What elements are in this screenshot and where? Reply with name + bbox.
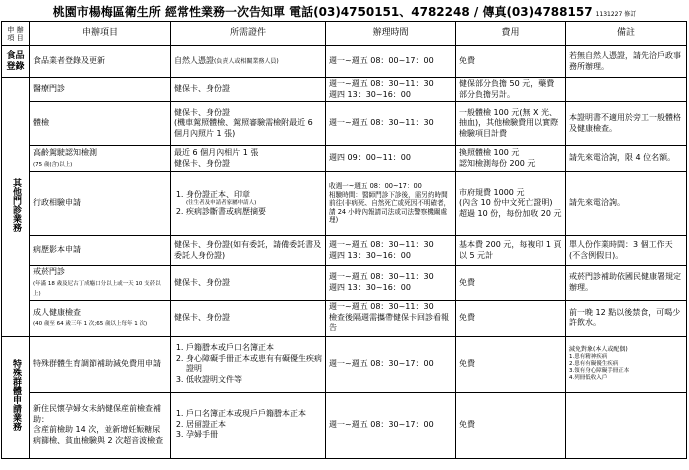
table-row xyxy=(2,392,687,458)
row-item-sub: (75 歲(含)以上) xyxy=(33,161,73,168)
header-row xyxy=(2,22,687,46)
row-time: 週一~週五 08：00~17：00 xyxy=(326,46,456,78)
row-item: 醫療門診 xyxy=(30,78,171,102)
row-note: 若無自然人憑證，請先洽戶政事務所辦理。 xyxy=(566,46,687,78)
service-table xyxy=(1,21,687,459)
row-fee: 健保部分負擔 50 元，藥費部分負擔另計。 xyxy=(456,78,566,102)
row-docs: 健保卡、身份證(如有委託，請備委託書及委託人身份證) xyxy=(171,236,326,266)
table-row xyxy=(2,236,687,266)
category-special xyxy=(2,336,30,458)
row-docs xyxy=(171,336,326,392)
row-item: 體檢 xyxy=(30,102,171,146)
row-docs: 健保卡、身份證 xyxy=(171,266,326,301)
row-note xyxy=(566,78,687,102)
row-note: 請先來電洽詢。 xyxy=(566,172,687,236)
row-item: 行政相驗申請 xyxy=(30,172,171,236)
row-time: 週一~週五 08：30~17：00 xyxy=(326,392,456,458)
title-text: 桃園市楊梅區衛生所 經常性業務一次告知單 電話(03)4750151、4782248 / 傳真(03)4788157 xyxy=(52,5,593,19)
row-docs xyxy=(171,172,326,236)
row-item: 食品業者登錄及更新 xyxy=(30,46,171,78)
revision-label: 1131227 修訂 xyxy=(595,11,637,18)
row-fee: 免費 xyxy=(456,300,566,336)
row-note xyxy=(566,336,687,392)
header-docs: 所需證件 xyxy=(171,22,326,46)
row-note: 戒菸門診補助依國民健康署規定辦理。 xyxy=(566,266,687,301)
row-docs: 自然人憑證(負責人或相關業務人員) xyxy=(171,46,326,78)
doc-list-item: 1. 戶籍謄本或戶口名簿正本 xyxy=(186,343,322,354)
page-title xyxy=(0,3,689,20)
row-time: 週一~週五 08：30~11：30 週四 13：30~16：00 xyxy=(326,236,456,266)
header-item: 申辦項目 xyxy=(30,22,171,46)
category-special-label: 特殊群體申請業務 xyxy=(11,359,21,431)
row-fee: 換照體檢 100 元 認知檢測每份 200 元 xyxy=(456,146,566,172)
row-docs: 健保卡、身份證 (機車駕照體檢、駕照審驗需檢附最近 6 個月內照片 1 張) xyxy=(171,102,326,146)
row-item-label: 成人健康檢查 xyxy=(33,307,81,317)
category-food: 食品 登錄 xyxy=(2,46,30,78)
row-fee xyxy=(456,172,566,236)
row-note: 本證明書不適用於旁工一般體格及健康檢查。 xyxy=(566,102,687,146)
note-title: 減免對象(本人或配偶) xyxy=(569,346,628,354)
note-list-item: 2.患有有礙優生疾病 xyxy=(569,360,619,367)
row-time: 週一~週五 08：30~11：30 xyxy=(326,102,456,146)
table-row xyxy=(2,266,687,301)
note-list-item: 3.領有身心障礙手冊正本 xyxy=(569,367,630,374)
row-item xyxy=(30,266,171,301)
table-row xyxy=(2,336,687,392)
row-docs xyxy=(171,392,326,458)
row-time: 週一~週五 08：30~11：30 週四 13：30~16：00 xyxy=(326,266,456,301)
category-other xyxy=(2,78,30,337)
header-time: 辦理時間 xyxy=(326,22,456,46)
row-fee: 免費 xyxy=(456,336,566,392)
row-item: 病歷影本申請 xyxy=(30,236,171,266)
note-list-item: 1.患有精神疾病 xyxy=(569,353,608,360)
row-item-label: 戒菸門診 xyxy=(33,267,65,276)
doc-list-item: 2. 身心障礙手冊正本或患有有礙優生疾病證明 xyxy=(186,354,322,375)
row-fee: 免費 xyxy=(456,266,566,301)
row-fee: 免費 xyxy=(456,392,566,458)
table-row xyxy=(2,78,687,102)
doc-list-item: 2. 居留證正本 xyxy=(186,420,322,431)
header-fee: 費用 xyxy=(456,22,566,46)
doc-list-item: 2. 疾病診斷書或病歷摘要 xyxy=(186,207,322,218)
row-time: 週一~週五 08：30~17：00 xyxy=(326,336,456,392)
note-list-item: 4.列冊低收入戶 xyxy=(569,374,608,381)
row-time: 收週一~週五 08：00~17：00 相驗時間：醫師門診下診後，需另約時間前往(非病死、自然死亡或死因不明確者，請 24 小時內報請司法或司法警察機關處理) xyxy=(326,172,456,236)
row-item: 特殊群體生育調節補助減免費用申請 xyxy=(30,336,171,392)
row-item-sub: (40 歲至 64 歲三年 1 次;65 歲以上每年 1 次) xyxy=(33,321,148,327)
row-item: 新住民懷孕婦女未納健保産前檢查補助： 含産前檢助 14 次，並新增妊娠糖尿病篩檢、貧血檢驗與 2 次超音波檢查 xyxy=(30,392,171,458)
row-time: 週一~週五 08：30~11：30 週四 13：30~16：00 xyxy=(326,78,456,102)
table-row xyxy=(2,146,687,172)
row-time: 週一~週五 08：30~11：30 檢查後隔週需攜帶健保卡回診看報告 xyxy=(326,300,456,336)
row-item-label: 高齡駕駛認知檢測 xyxy=(33,148,97,157)
row-fee: 免費 xyxy=(456,46,566,78)
header-category: 申 辦 項 目 xyxy=(2,22,30,46)
table-row xyxy=(2,46,687,78)
row-item-sub: (年滿 18 歲及尼古丁成癮口分以上或一天 10 支菸以上) xyxy=(33,280,161,297)
row-fee: 一般體檢 100 元(無 X 光、抽血)，其他檢驗費用以實際檢驗項目計費 xyxy=(456,102,566,146)
row-time: 週四 09：00~11：00 xyxy=(326,146,456,172)
doc-list-item: 3. 孕婦手冊 xyxy=(186,430,322,441)
table-row xyxy=(2,300,687,336)
row-item xyxy=(30,146,171,172)
row-docs: 健保卡、身份證 xyxy=(171,78,326,102)
row-item xyxy=(30,300,171,336)
row-docs: 最近 6 個月內相片 1 張 健保卡、身份證 xyxy=(171,146,326,172)
table-row xyxy=(2,172,687,236)
doc-list-item: 3. 低收證明文件等 xyxy=(186,375,322,386)
doc-sub: (往生者及申請者家屬申請人) xyxy=(186,200,257,206)
row-note xyxy=(566,392,687,458)
row-note: 單人份作業時間：3 個工作天(不含例假日)。 xyxy=(566,236,687,266)
doc-list-item: 1. 身份證正本、印章 xyxy=(186,190,322,201)
row-fee: 基本費 200 元，每複印 1 頁以 5 元計 xyxy=(456,236,566,266)
header-note: 備註 xyxy=(566,22,687,46)
table-row xyxy=(2,102,687,146)
row-note: 請先來電洽詢，限 4 位名額。 xyxy=(566,146,687,172)
row-note: 前一晚 12 點以後禁食，可喝少許飲水。 xyxy=(566,300,687,336)
fee-text: 市府規費 1000 元 (內含 10 份中文死亡證明) 超過 10 份，每份加收 20 元 xyxy=(459,187,562,218)
row-docs: 健保卡、身份證 xyxy=(171,300,326,336)
doc-list-item: 1. 戶口名簿正本或現戶戶籍謄本正本 xyxy=(186,409,322,420)
category-other-label: 其他門診業務 xyxy=(11,177,21,232)
